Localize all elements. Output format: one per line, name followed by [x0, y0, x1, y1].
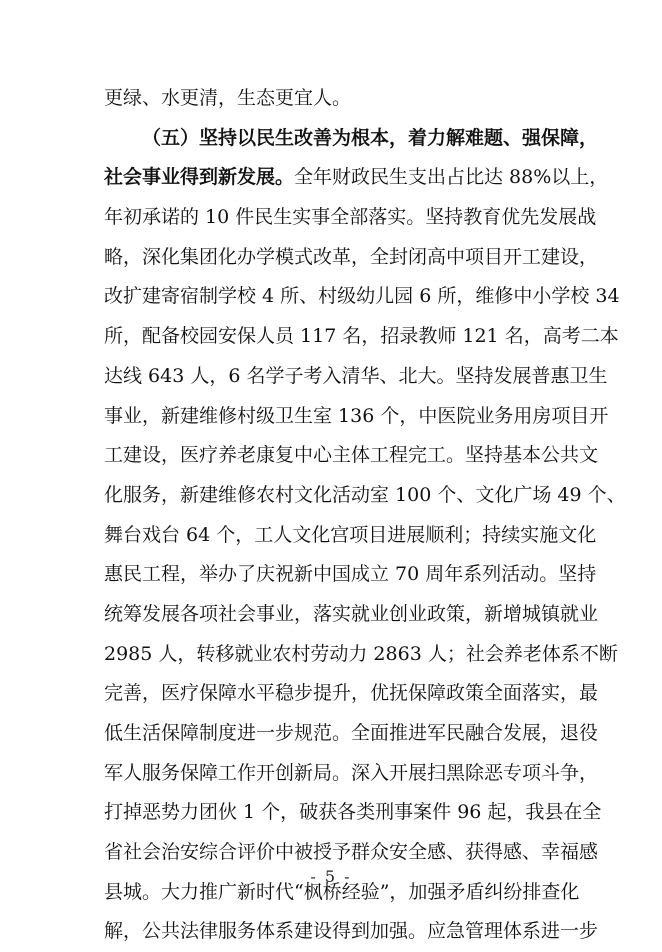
text-line: 工建设，医疗养老康复中心主体工程完工。坚持基本公共文	[104, 444, 599, 467]
body-text	[104, 79, 626, 952]
page-number: - 5 -	[310, 867, 352, 886]
text-line	[104, 158, 609, 198]
text-line: 省社会治安综合评价中被授予群众安全感、获得感、幸福感	[104, 841, 599, 864]
section-heading-continuation: 社会事业得到新发展。	[104, 166, 295, 189]
text-line: 完善，医疗保障水平稳步提升，优抚保障政策全面落实，最	[104, 682, 599, 705]
text-line: 达线 643 人，6 名学子考入清华、北大。坚持发展普惠卫生	[104, 364, 608, 387]
text-line: 打掉恶势力团伙 1 个，破获各类刑事案件 96 起，我县在全	[104, 801, 602, 824]
text-line: 年初承诺的 10 件民生实事全部落实。坚持教育优先发展战	[104, 206, 597, 229]
text-line: 所，配备校园安保人员 117 名，招录教师 121 名，高考二本	[104, 325, 619, 348]
text-line: 县城。大力推广新时代“枫桥经验”，加强矛盾纠纷排查化	[104, 880, 580, 903]
text-line: 舞台戏台 64 个，工人文化宫项目进展顺利；持续实施文化	[104, 523, 597, 546]
text-line: 改扩建寄宿制学校 4 所、村级幼儿园 6 所，维修中小学校 34	[104, 285, 620, 308]
section-heading-line: （五）坚持以民生改善为根本，着力解难题、强保障，	[142, 126, 599, 149]
text-line: 事业，新建维修村级卫生室 136 个，中医院业务用房项目开	[104, 404, 609, 427]
text-line: 惠民工程，举办了庆祝新中国成立 70 周年系列活动。坚持	[104, 563, 597, 586]
text-line: 军人服务保障工作开创新局。深入开展扫黑除恶专项斗争，	[104, 761, 599, 784]
text-line: 2985 人，转移就业农村劳动力 2863 人；社会养老体系不断	[104, 642, 618, 665]
text-line: 解，公共法律服务体系建设得到加强。应急管理体系进一步	[104, 920, 599, 943]
text-line: 化服务，新建维修农村文化活动室 100 个、文化广场 49 个、	[104, 483, 626, 506]
text-line: 略，深化集团化办学模式改革，全封闭高中项目开工建设，	[104, 245, 599, 268]
text-line: 统筹发展各项社会事业，落实就业创业政策，新增城镇就业	[104, 602, 599, 625]
text-span: 全年财政民生支出占比达 88%以上，	[294, 166, 609, 189]
text-line: 低生活保障制度进一步规范。全面推进军民融合发展，退役	[104, 722, 599, 744]
text-line: 更绿、水更清，生态更宜人。	[104, 87, 352, 109]
